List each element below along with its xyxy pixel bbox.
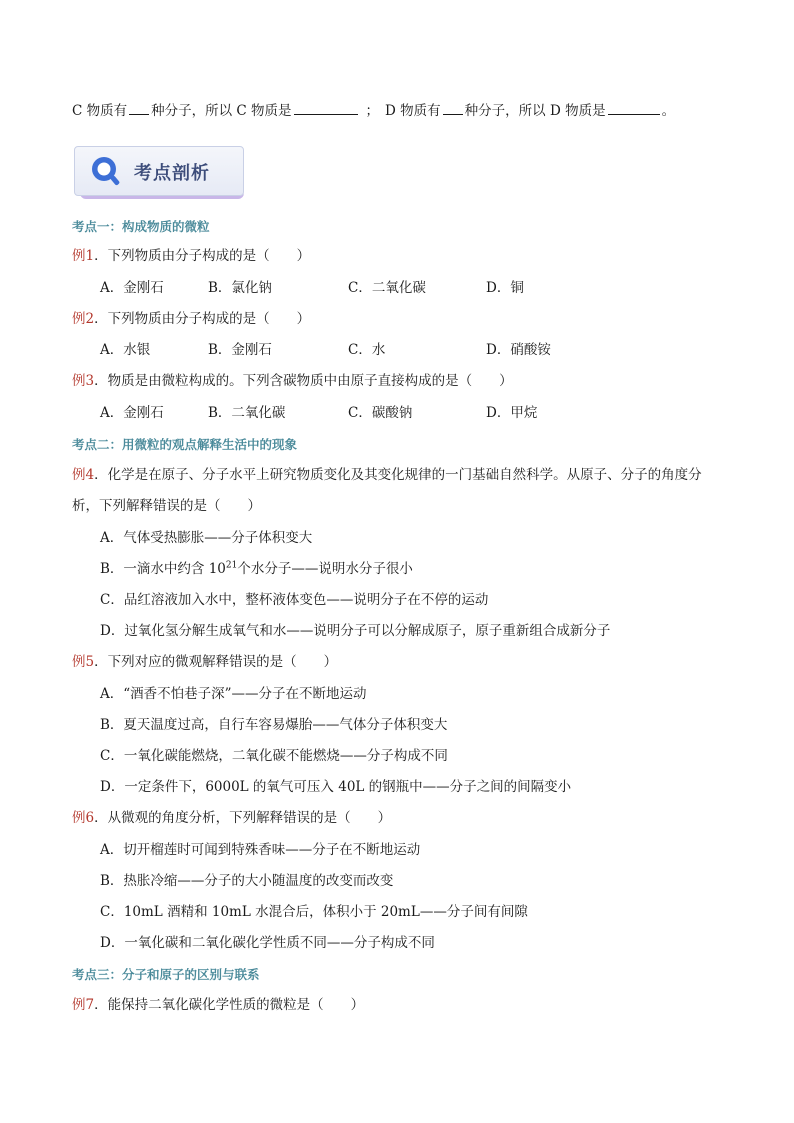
question-2: 例2．下列物质由分子构成的是（ ） xyxy=(72,311,311,327)
section-title-2: 考点二：用微粒的观点解释生活中的现象 xyxy=(72,437,298,452)
section-title-3: 考点三：分子和原子的区别与联系 xyxy=(72,967,260,982)
q4-option-c[interactable]: C．品红溶液加入水中，整杯液体变色——说明分子在不停的运动 xyxy=(100,592,489,608)
q2-option-d[interactable]: D．硝酸铵 xyxy=(486,342,551,358)
q6-option-a[interactable]: A．切开榴莲时可闻到特殊香味——分子在不断地运动 xyxy=(100,842,421,858)
section-banner xyxy=(74,146,244,196)
section-title-1: 考点一：构成物质的微粒 xyxy=(72,219,210,234)
question-3: 例3．物质是由微粒构成的。下列含碳物质中由原子直接构成的是（ ） xyxy=(72,373,513,389)
question-5: 例5．下列对应的微观解释错误的是（ ） xyxy=(72,654,338,670)
q4-option-a[interactable]: A．气体受热膨胀——分子体积变大 xyxy=(100,530,313,546)
q3-option-b[interactable]: B．二氧化碳 xyxy=(208,405,286,421)
question-6: 例6．从微观的角度分析，下列解释错误的是（ ） xyxy=(72,810,392,826)
q3-option-a[interactable]: A．金刚石 xyxy=(100,405,164,421)
q1-option-a[interactable]: A．金刚石 xyxy=(100,280,164,296)
q2-option-c[interactable]: C．水 xyxy=(348,342,386,358)
question-1: 例1．下列物质由分子构成的是（ ） xyxy=(72,248,311,264)
fill-in-line: C 物质有 种分子，所以 C 物质是 ； D 物质有 种分子，所以 D 物质是 。 xyxy=(72,103,676,119)
q1-option-d[interactable]: D．铜 xyxy=(486,280,524,296)
q2-option-b[interactable]: B．金刚石 xyxy=(208,342,272,358)
q6-option-c[interactable]: C．10mL 酒精和 10mL 水混合后，体积小于 20mL——分子间有间隙 xyxy=(100,904,528,920)
q5-option-b[interactable]: B．夏天温度过高，自行车容易爆胎——气体分子体积变大 xyxy=(100,717,448,733)
q2-option-a[interactable]: A．水银 xyxy=(100,342,151,358)
blank-d-substance[interactable] xyxy=(608,101,660,115)
q6-option-b[interactable]: B．热胀冷缩——分子的大小随温度的改变而改变 xyxy=(100,873,394,889)
q1-option-b[interactable]: B．氯化钠 xyxy=(208,280,272,296)
q5-option-d[interactable]: D．一定条件下，6000L 的氧气可压入 40L 的钢瓶中——分子之间的间隔变小 xyxy=(100,779,572,795)
q1-option-c[interactable]: C．二氧化碳 xyxy=(348,280,426,296)
blank-c-substance[interactable] xyxy=(294,101,358,115)
q4-option-d[interactable]: D．过氧化氢分解生成氧气和水——说明分子可以分解成原子，原子重新组合成新分子 xyxy=(100,623,611,639)
q3-option-d[interactable]: D．甲烷 xyxy=(486,405,538,421)
question-7: 例7．能保持二氧化碳化学性质的微粒是（ ） xyxy=(72,997,365,1013)
blank-c-count[interactable] xyxy=(129,101,149,115)
magnifier-icon xyxy=(88,154,124,188)
question-4-continued: 析，下列解释错误的是（ ） xyxy=(72,498,261,514)
question-4: 例4．化学是在原子、分子水平上研究物质变化及其变化规律的一门基础自然科学。从原子、分子的角度分 xyxy=(72,467,702,483)
q5-option-a[interactable]: A．“酒香不怕巷子深”——分子在不断地运动 xyxy=(100,686,367,702)
q6-option-d[interactable]: D．一氧化碳和二氧化碳化学性质不同——分子构成不同 xyxy=(100,935,435,951)
q4-option-b[interactable]: B．一滴水中约含 $10^{21}$个水分子——说明水分子很小 xyxy=(100,560,413,577)
banner-title: 考点剖析 xyxy=(134,163,210,184)
q3-option-c[interactable]: C．碳酸钠 xyxy=(348,405,413,421)
q5-option-c[interactable]: C．一氧化碳能燃烧，二氧化碳不能燃烧——分子构成不同 xyxy=(100,748,448,764)
blank-d-count[interactable] xyxy=(443,101,463,115)
